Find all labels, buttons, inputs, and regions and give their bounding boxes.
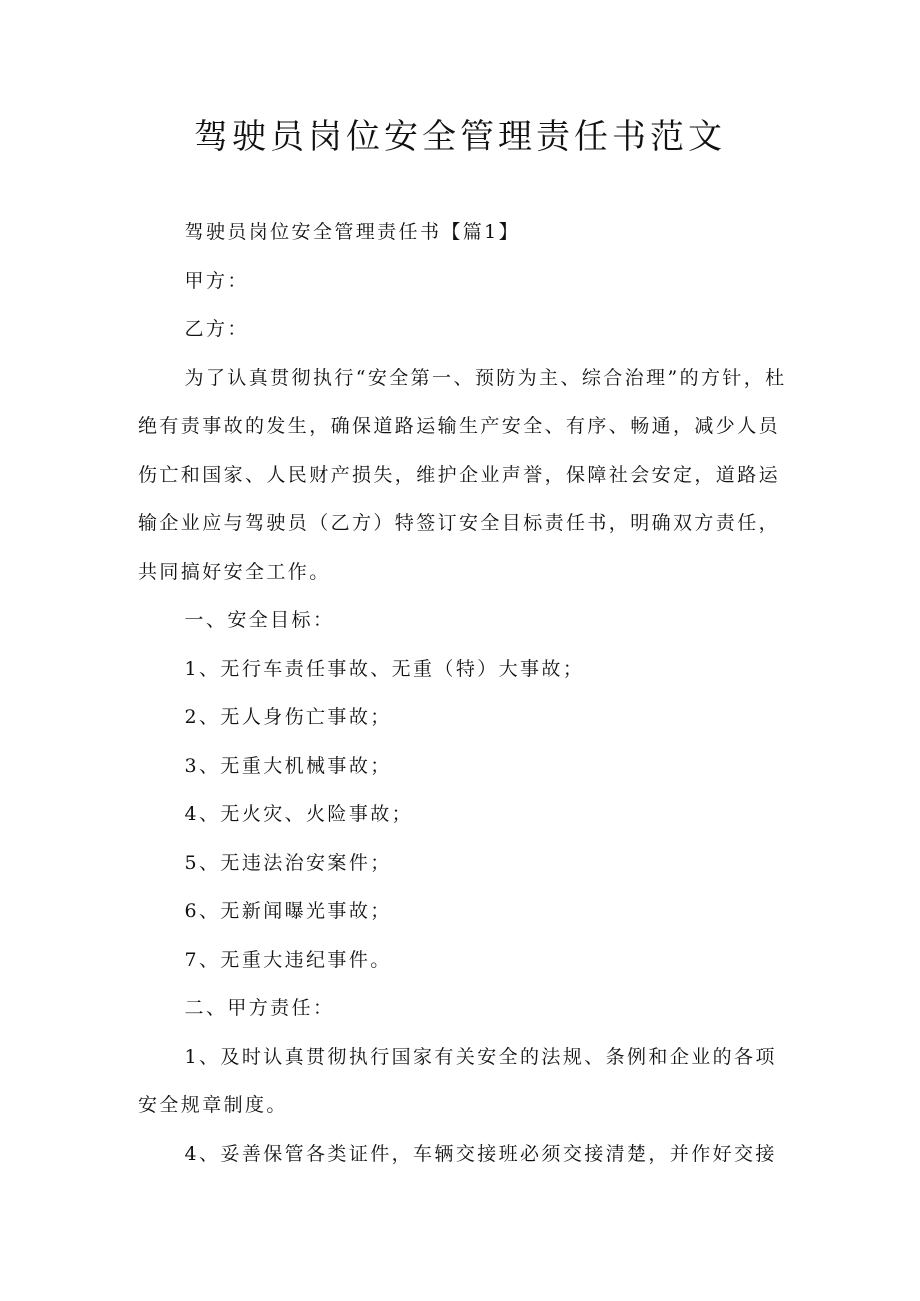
goal-item: 3、无重大机械事故；: [184, 754, 392, 777]
goal-item: 4、无火灾、火险事故；: [184, 803, 414, 825]
document-title: 驾驶员岗位安全管理责任书范文: [194, 117, 726, 157]
section-heading-part1: 驾驶员岗位安全管理责任书【篇1】: [184, 221, 521, 243]
goal-item: 5、无违法治安案件；: [184, 851, 392, 874]
party-a-duties-heading: 二、甲方责任：: [184, 997, 335, 1019]
goal-item: 2、无人身伤亡事故；: [184, 706, 392, 728]
goal-item: 6、无新闻曝光事故；: [184, 900, 392, 922]
goal-item: 1、无行车责任事故、无重（特）大事故；: [184, 657, 585, 680]
duty-item: 4、妥善保管各类证件，车辆交接班必须交接清楚，并作好交接: [184, 1142, 777, 1165]
duty-item: 1、及时认真贯彻执行国家有关安全的法规、条例和企业的各项安全规章制度。: [138, 1045, 777, 1116]
party-b-line: 乙方：: [184, 318, 249, 340]
goal-item: 7、无重大违纪事件。: [184, 948, 392, 971]
safety-goals-heading: 一、安全目标：: [184, 609, 335, 631]
document-body: [138, 208, 788, 1178]
intro-paragraph: 为了认真贯彻执行“安全第一、预防为主、综合治理”的方针，杜绝有责事故的发生，确保道路运输生产安全、有序、畅通，减少人员伤亡和国家、人民财产损失，维护企业声誉，保障社会安定，道路运输企业应与驾驶员（乙方）特签订安全目标责任书，明确双方责任，共同搞好安全工作。: [138, 366, 787, 583]
party-a-line: 甲方：: [184, 269, 249, 292]
